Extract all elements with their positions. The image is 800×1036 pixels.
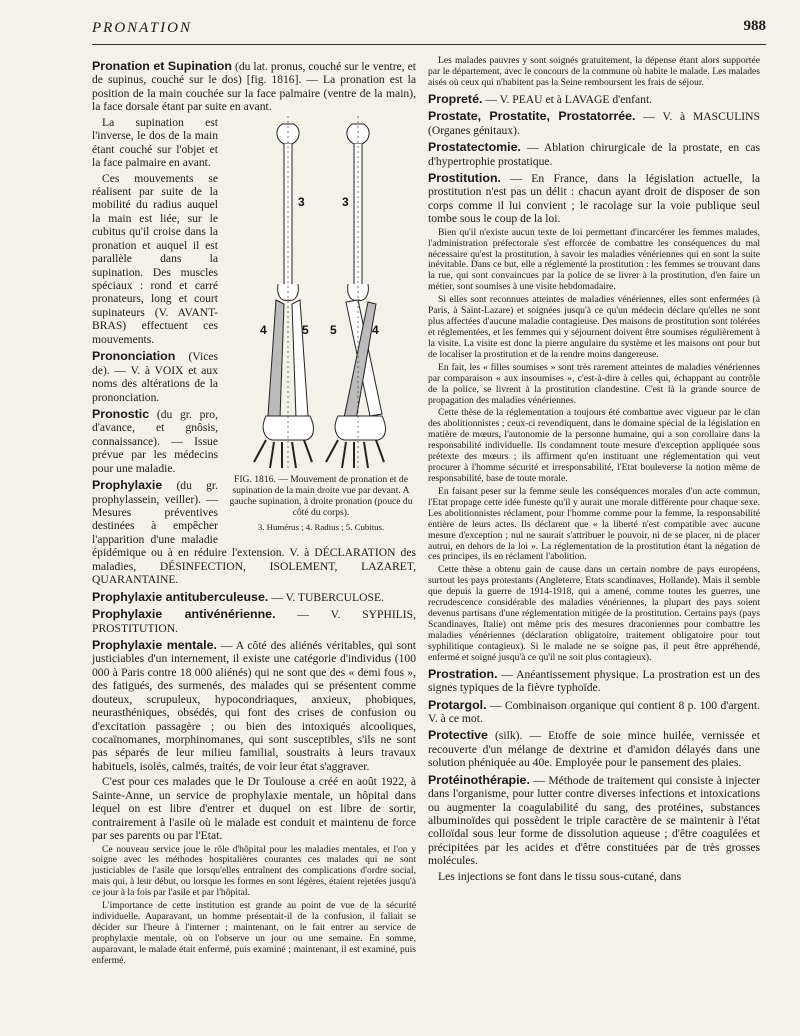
entry-text: — V. TUBERCULOSE. [271,590,384,604]
header-rule [92,44,766,45]
entry-prophylaxie-mentale [92,638,416,773]
entry-text: (du lat. pronus, couché sur le ventre, et de supinus, couché sur le dos) [fig. 1816]. — La pronation est la position de la main couchée sur la face palmaire (ventre de la main), la face dorsale étant par suite en avant. [92,60,416,114]
entry-text: — V. PEAU et à LAVAGE d'enfant. [485,92,653,106]
entry-head: Prostate, Prostatite, Prostatorrée. [428,109,636,124]
entry-prostitution [428,171,760,226]
entry-head: Prophylaxie antivénérienne. [92,607,276,622]
entry-head: Prophylaxie antituberculeuse. [92,589,269,604]
forearm-illustration [226,116,416,468]
small-print: L'importance de cette institution est grande au point de vue de la sécurité individuelle. Auparavant, un homme présentait-il de la confusion, il fallait se décider sur l'heure à l'interner ; maintenant, on le fait entrer au service de prophylaxie mentale, où on l'observe un jour ou une semaine. En somme, auparavant, le malade était enfermé, puis examiné ; maintenant, il est examiné, puis enfermé. [92,900,416,966]
entry-text: (Vices de). — V. à VOIX et aux noms des altérations de la prononciation. [92,350,218,404]
small-print: Cette thèse a obtenu gain de cause dans un certain nombre de pays européens, surtout les pays protestants (Angleterre, Etats scandinaves, Hollande). Mais il semble que depuis la guerre de 1914-1918, qui a amené, comme toutes les guerres, une recrudescence considérable des maladies vénériennes, la plupart des pays soient devenus partisans d'une réglementation mitigée de la prostitution. Certains pays (pays Scandinaves, Italie) ont même pris des mesures draconiennes pour combattre les maladies vénériennes (déclaration obligatoire, traitement obligatoire pour tout syphilitique contagieux). Si le malade ne se soigne pas, il peut être appréhendé, enfermé et soigné jusqu'à ce qu'il ne soit plus contagieux). [428,564,760,663]
small-print: Ce nouveau service joue le rôle d'hôpital pour les maladies mentales, et l'on y soigne avec les méthodes hospitalières courantes ces malades qui ne sont justiciables de l'asile que lorsqu'elles entraînent des complications d'ordre social, mais qui, à leur début, ou lorsque les formes en sont légères, étaient rejetées jusqu'à ce jour à la fois par l'asile et par l'hôpital. [92,843,416,899]
entry-head: Propreté. [428,91,483,106]
entry-text: — Ablation chirurgicale de la prostate, en cas d'hypertrophie prostatique. [428,141,760,168]
entry-text: C'est pour ces malades que le Dr Toulouse a créé en août 1922, à Sainte-Anne, un service de prophylaxie mentale, un hôpital dans lequel on est libre d'entrer et duquel on est libre de sortir, contrairement à l'asile où le malade est conduit et maintenu de force par ses parents ou par l'Etat. [92,775,416,843]
small-print: Les malades pauvres y sont soignés gratuitement, la dépense étant alors supportée par le département, avec le concours de la commune où habite le malade. Les malades aisés où ceux qui n'habitent pas la Seine remboursent les frais de séjour. [428,55,760,88]
figure-caption: FIG. 1816. — Mouvement de pronation et de supination de la main droite vue par devant. A gauche supination, à droite pronation (pouce du côté du corps). [229,473,413,518]
entry-text: — A côté des aliénés véritables, qui sont justiciables d'un internement, il existe une catégorie d'individus (100 000 à Paris contre 18 000 aliénés) qui ne sont que des « demi fous », des fatigués, des surmenés, des malades qui se présentent comme douteux, scrupuleux, hypocondriaques, anxieux, phobiques, neurasthéniques, obsédés, qui font des crises de confusion ou d'excitation passagère ; ou bien des intoxiqués alcooliques, cocaïnomanes, morphinomanes, qui sont susceptibles, s'ils ne sont pas séparés de leur milieu familial, soustraits à leurs travaux habituels, isolés, calmés, traités, de voir leur état s'aggraver. [92,638,416,773]
entry-head: Protective [428,728,488,743]
right-column [428,56,760,885]
entry-prophylaxie-antivenerienne [92,607,416,635]
running-title: PRONATION [92,20,192,36]
entry-text: — Méthode de traitement qui consiste à injecter dans l'organisme, pour lutter contre diverses infections et intoxications ou augmenter la coagulabilité du sang, des protéines, substances albuminoïdes qui possèdent le triple caractère de se maintenir à l'état colloïdal sous leur forme de dissolution aqueuse ; d'être coagulées et précipitées par les acides et d'être constituées par de très grosses molécules. [428,773,761,868]
entry-protargol [428,698,760,726]
entry-text: — Combinaison organique qui contient 8 p. 100 d'argent. V. à ce mot. [428,698,760,725]
entry-text: (du gr. prophylassein, veiller). — Mesures préventives destinées à empêcher l'apparition d'une maladie épidémique ou à en réduire l'extension. V. à DÉCLARATION des maladies, DÉSINFECTION, ISOLEMENT, LAZARET, QUARANTAINE. [92,479,416,587]
label-radius-left: 4 [260,322,267,337]
entry-head: Prophylaxie [92,478,163,493]
label-humerus-left: 3 [298,194,305,209]
entry-text: — V. à MASCULINS (Organes génitaux). [428,110,760,137]
entry-text: — Anéantissement physique. La prostration est un des signes typiques de la fièvre typhoïde. [428,667,760,695]
small-print: En fait, les « filles soumises » sont très rarement atteintes de maladies vénériennes par comparaison « aux insoumises », c'est-à-dire à celles qui, échappant au contrôle de la police, se livrent à la prostitution clandestine. C'est là la grande source de propagation des maladies vénériennes. [428,361,760,406]
entry-head: Protéinothérapie. [428,772,530,787]
label-cubitus-left: 5 [302,322,309,337]
label-humerus-right: 3 [342,194,349,209]
page-header [92,14,766,44]
entry-proprete [428,92,760,106]
small-print: Si elles sont reconnues atteintes de maladies vénériennes, elles sont enfermées (à Paris, à Saint-Lazare) et soignées jusqu'à ce qu'un médecin déclare qu'elles ne sont plus affectées d'aucune maladie contagieuse. Des maisons de prostitution sont tolérées et réglementées, et les femmes qui y séjournent doivent être soumises régulièrement à la visite. La visite est donc la pierre angulaire du système et les maisons ont pour but de localiser la prostitution et de la rendre moins dangereuse. [428,294,760,360]
page-number: 988 [743,18,766,34]
entry-head: Pronostic [92,406,150,421]
left-column [92,56,416,969]
entry-proteinotherapie [428,773,760,868]
entry-head: Pronation et Supination [92,59,232,73]
entry-prostration [428,667,760,695]
entry-prostate [428,109,760,137]
entry-head: Prostatectomie. [428,140,521,155]
entry-prophylaxie-antituberculeuse [92,590,416,604]
entry-text: — V. SYPHILIS, PROSTITUTION. [92,608,416,635]
entry-head: Prostration. [428,666,498,681]
figure-1816 [226,116,416,532]
label-radius-right: 4 [372,322,379,337]
entry-text: La supination est l'inverse, le dos de la main étant couché sur l'objet et la face palmaire en avant. [92,115,218,170]
small-print: Cette thèse de la réglementation a toujours été combattue avec vigueur par le clan des abolitionnistes ; ceux-ci revendiquent, dans le domaine spécial de la législation en matière de mœurs, l'autonomie de la personne humaine, qui a son corollaire dans la responsabilité individuelle. Ils condamnent toute mesure d'exception appliquée sous prétexte des mœurs ; ils affirment qu'en instituant une réglementation qui veut procurer à l'homme sécurité et irresponsabilité, l'Etat bouleverse la notion même de responsabilité, base de toute morale. [428,407,760,484]
small-print: En faisant peser sur la femme seule les conséquences morales d'un acte commun, l'Etat propage cette idée funeste qu'il y aurait une morale différente pour chaque sexe. Les abolitionnistes réclament, pour l'homme comme pour la femme, la responsabilité entière de leurs actes. Ils déclarent que « la liberté n'est compatible avec aucune mesure d'exception ; nul ne saurait s'attribuer le pouvoir, ni de se placer, ni de placer autrui, en dehors de la loi ». La réglementation de la prostitution étant la négation de ces principes, ils en réclament l'abolition. [428,485,760,563]
entry-prostatectomie [428,140,760,168]
label-cubitus-right: 5 [330,322,337,337]
small-print: Bien qu'il n'existe aucun texte de loi permettant d'incarcérer les femmes malades, l'administration préfectorale s'est efforcée de combattre les conséquences du mal nécessaire qu'est la prostitution, à savoir les maladies vénériennes qui en sont la suite inévitable. Dans ce but, elle a réglementé la prostitution : les femmes se trouvant dans la rue, qui sont convaincues par la police de se livrer à la prostitution, d'en faire un métier, sont soumises à une visite hebdomadaire. [428,226,760,293]
entry-text: (silk). — Etoffe de soie mince huilée, vernissée et recouverte d'un mélange de dextrine et d'amidon délayés dans une solution phéniquée au 40e. Employée pour le pansement des plaies. [428,729,760,770]
entry-text: — En France, dans la législation actuelle, la prostitution n'est pas un délit : chacun ayant droit de disposer de son corps comme il lui convient ; le racolage sur la voie publique seul tombe sous le coup de la loi. [428,171,760,226]
entry-pronation [92,59,416,114]
entry-head: Protargol. [428,697,487,712]
entry-text: Ces mouvements se réalisent par suite de la mobilité du radius auquel la main est liée, sur le cubitus qu'il croise dans la pronation et auquel il est parallèle dans la supination. Des muscles spéciaux : rond et carré pronateurs, long et court supinateurs (V. AVANT-BRAS) effectuent ces mouvements. [92,171,218,346]
entry-head: Prononciation [92,349,176,364]
entry-head: Prophylaxie mentale. [92,637,217,652]
figure-caption-note: 3. Humérus ; 4. Radius ; 5. Cubitus. [257,521,385,532]
entry-text: Les injections se font dans le tissu sous-cutané, dans [438,869,682,883]
entry-protective [428,728,760,769]
entry-head: Prostitution. [428,170,501,185]
entry-text: (du gr. pro, d'avance, et gnôsis, connaissance). — Issue prévue par les médecins pour une maladie. [92,407,218,475]
